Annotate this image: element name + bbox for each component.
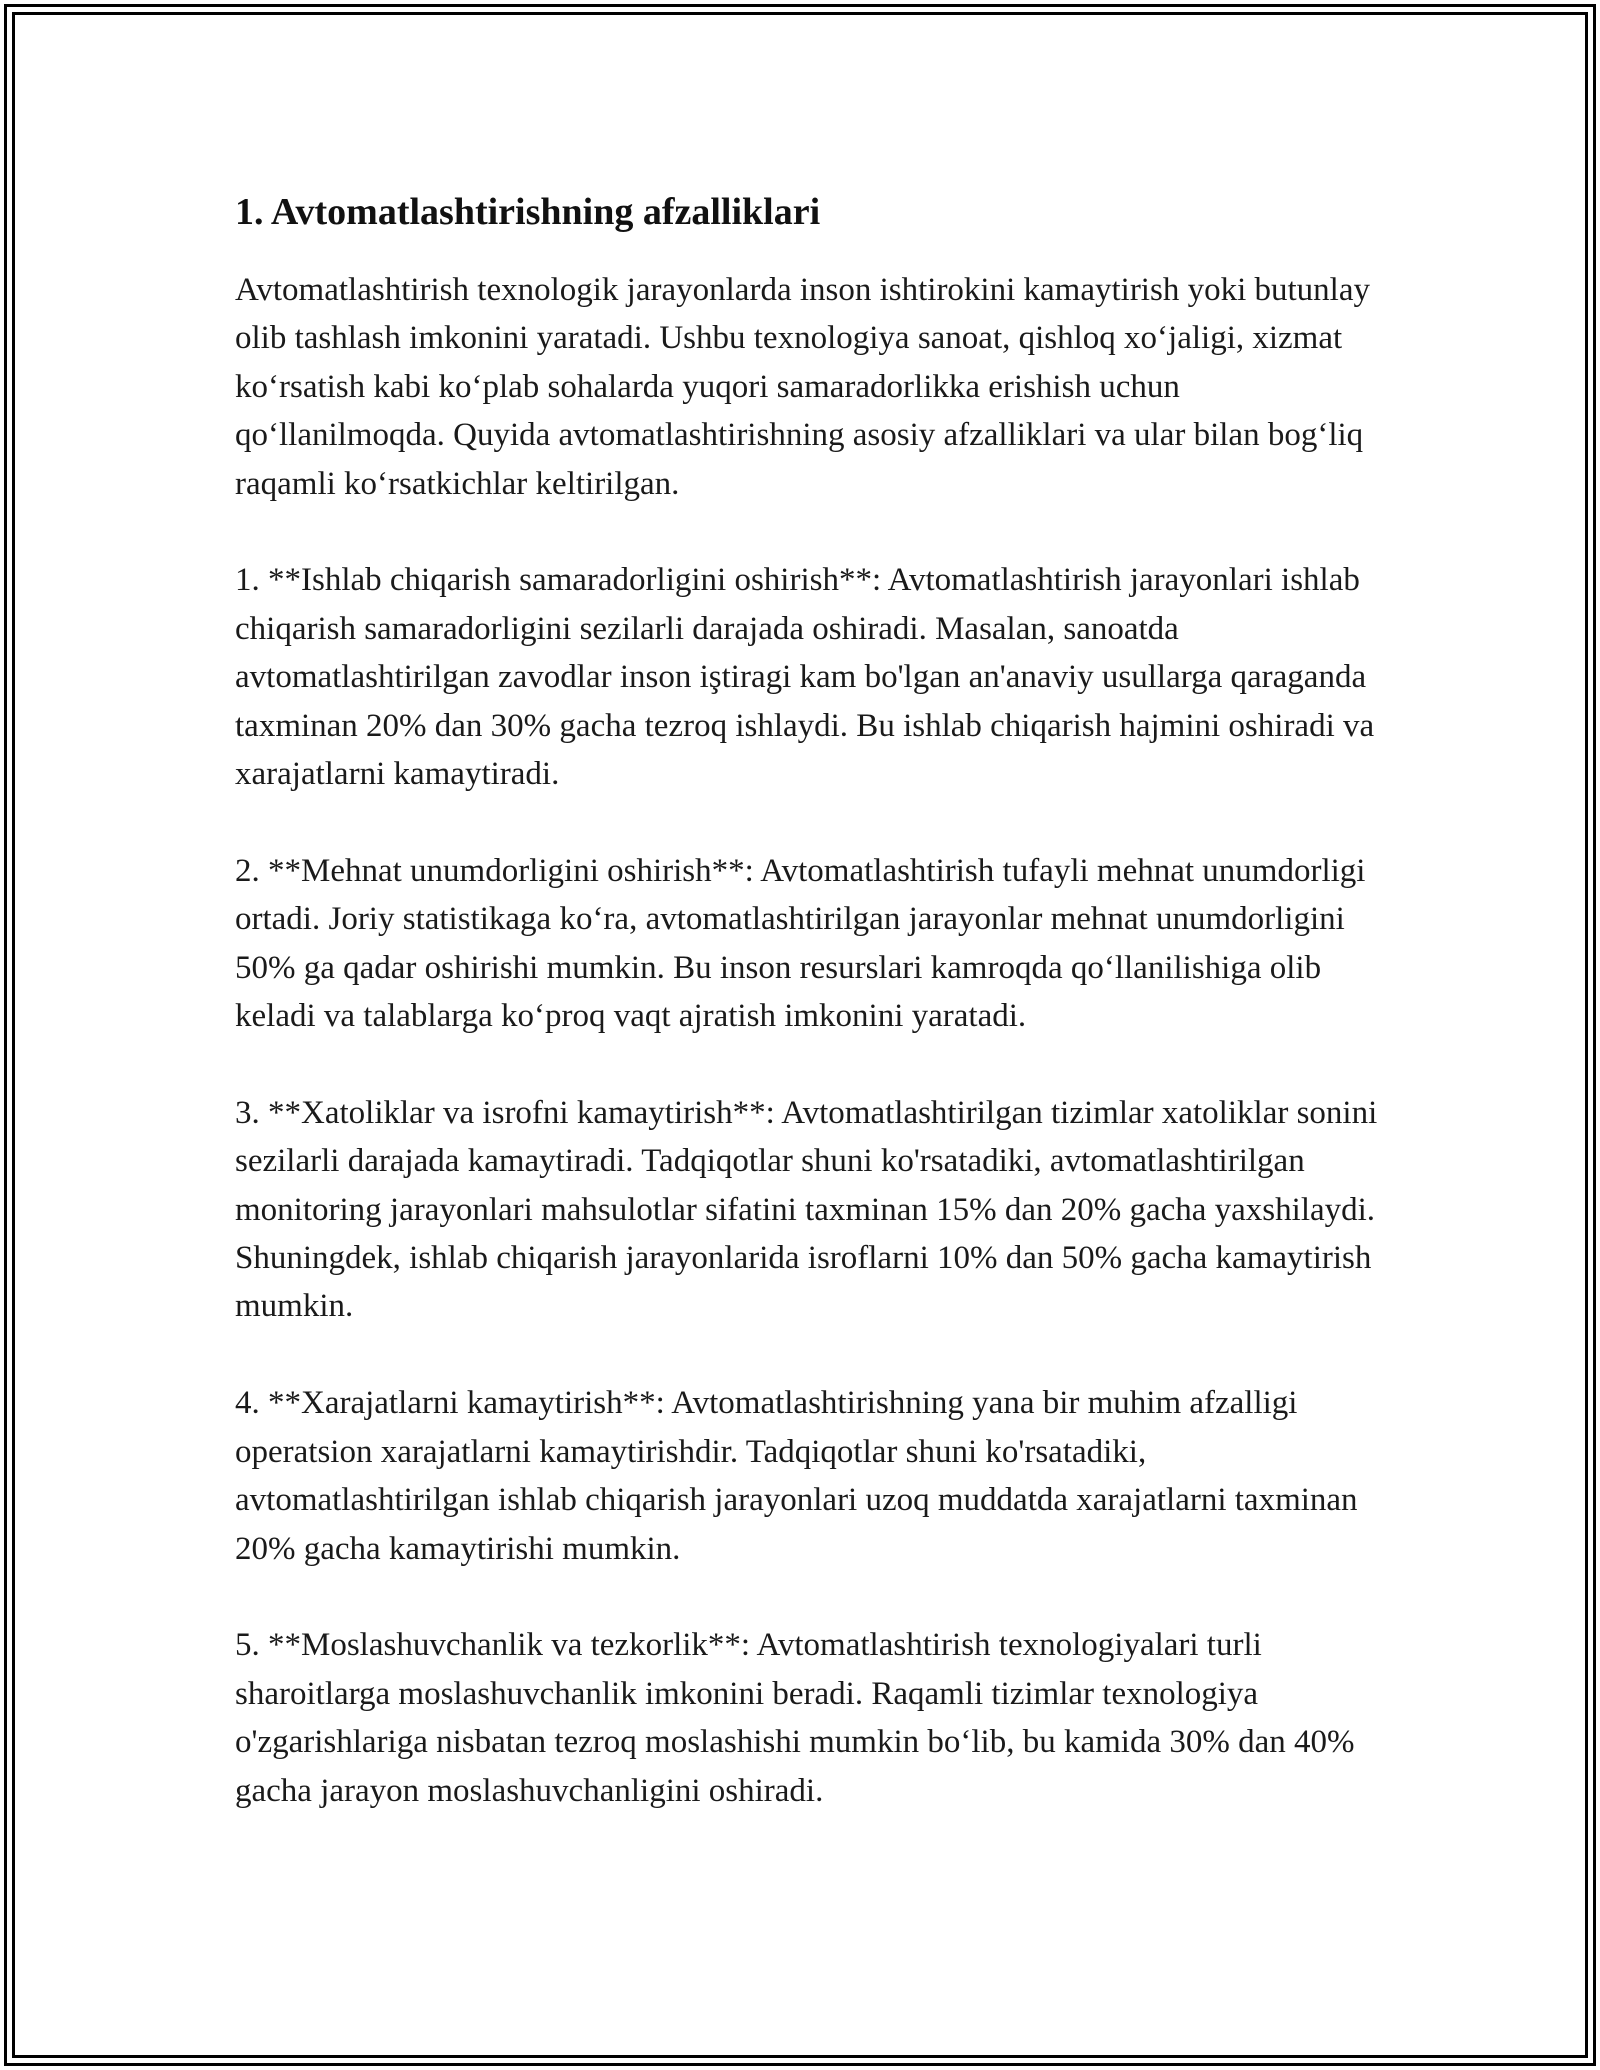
list-item-production-efficiency: 1. **Ishlab chiqarish samaradorligini oshirish**: Avtomatlashtirish jarayonlari ishlab chiqarish samaradorligini sezilarli darajada oshiradi. Masalan, sanoatda avtomatlashtirilgan zavodlar inson iştiragi kam bo'lgan an'anaviy usullarga qaraganda taxminan 20% dan 30% gacha tezroq ishlaydi. Bu ishlab chiqarish hajmini oshiradi va xarajatlarni kamaytiradi. <box>235 562 1375 793</box>
list-item-cost-reduction: 4. **Xarajatlarni kamaytirish**: Avtomatlashtirishning yana bir muhim afzalligi operatsion xarajatlarni kamaytirishdir. Tadqiqotlar shuni ko'rsatadiki, avtomatlashtirilgan ishlab chiqarish jarayonlari uzoq muddatda xarajatlarni taxminan 20% gacha kamaytirishi mumkin. <box>235 1385 1358 1567</box>
list-item-flexibility: 5. **Moslashuvchanlik va tezkorlik**: Avtomatlashtirish texnologiyalari turli sharoitlarga moslashuvchanlik imkonini beradi. Raqamli tizimlar texnologiya o'zgarishlariga nisbatan tezroq moslashishi mumkin bo‘lib, bu kamida 30% dan 40% gacha jarayon moslashuvchanligini oshiradi. <box>235 1627 1355 1809</box>
section-title: 1. Avtomatlashtirishning afzalliklari <box>235 191 821 233</box>
list-item-error-reduction: 3. **Xatoliklar va isrofni kamaytirish**: Avtomatlashtirilgan tizimlar xatoliklar sonini sezilarli darajada kamaytiradi. Tadqiqotlar shuni ko'rsatadiki, avtomatlashtirilgan monitoring jarayonlari mahsulotlar sifatini taxminan 15% dan 20% gacha yaxshilaydi. Shuningdek, ishlab chiqarish jarayonlarida isroflarni 10% dan 50% gacha kamaytirish mumkin. <box>235 1094 1378 1325</box>
list-item-labor-productivity: 2. **Mehnat unumdorligini oshirish**: Avtomatlashtirish tufayli mehnat unumdorligi ortadi. Joriy statistikaga ko‘ra, avtomatlashtirilgan jarayonlar mehnat unumdorligini 50% ga qadar oshirishi mumkin. Bu inson resurslari kamroqda qo‘llanilishiga olib keladi va talablarga ko‘proq vaqt ajratish imkonini yaratadi. <box>235 852 1366 1035</box>
intro-paragraph: Avtomatlashtirish texnologik jarayonlarda inson ishtirokini kamaytirish yoki butunlay olib tashlash imkonini yaratadi. Ushbu texnologiya sanoat, qishloq xo‘jaligi, xizmat ko‘rsatish kabi ko‘plab sohalarda yuqori samaradorlikka erishish uchun qo‘llanilmoqda. Quyida avtomatlashtirishning asosiy afzalliklari va ular bilan bog‘liq raqamli ko‘rsatkichlar keltirilgan. <box>235 272 1370 502</box>
document-body <box>235 188 1385 1863</box>
